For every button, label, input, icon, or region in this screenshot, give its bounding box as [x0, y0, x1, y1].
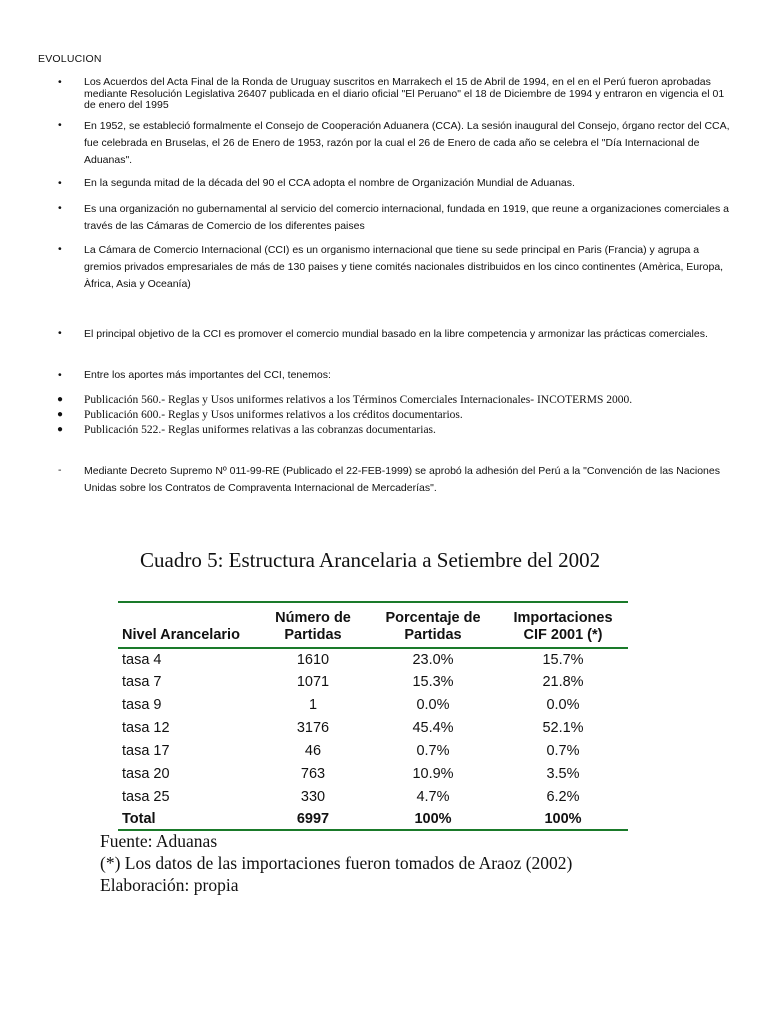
bullet-text: Los Acuerdos del Acta Final de la Ronda de Uruguay suscritos en Marrakech el 15 de Abril de 1994, en el en el Perú fueron aprobadas mediante Resolución Legislativa 26407 publicada en el diario oficial "El Peruano" el 18 de Diciembre de 1994 y entraron en vigencia el 01 de enero del 1995: [84, 76, 725, 111]
section-heading: EVOLUCION: [38, 53, 102, 65]
table-row: [118, 717, 628, 739]
cell-importaciones: 6.2%: [546, 789, 580, 805]
table-row: [118, 786, 628, 808]
cell-porcentaje: 15.3%: [412, 674, 454, 690]
cell-partidas: 1071: [296, 674, 330, 690]
cell-porcentaje: 0.7%: [416, 743, 450, 759]
cell-porcentaje: 45.4%: [412, 720, 454, 736]
cell-importaciones: 15.7%: [542, 652, 584, 668]
elaboration-note: Elaboración: propia: [100, 875, 239, 895]
cell-partidas: 3176: [296, 720, 330, 736]
footnote: (*) Los datos de las importaciones fueron tomados de Araoz (2002): [100, 853, 573, 873]
bullet-marker: •: [58, 327, 62, 339]
cell-porcentaje: 10.9%: [412, 766, 454, 782]
cell-importaciones: 0.0%: [546, 697, 580, 713]
bullet-text: En 1952, se estableció formalmente el Consejo de Cooperación Aduanera (CCA). La sesión inaugural del Consejo, órgano rector del CCA, fue celebrada en Bruselas, el 26 de Enero de 1953, razón por la cual el 26 de Enero de cada año se celebra el "Día Internacional de Aduanas".: [84, 120, 730, 166]
table-row: [118, 694, 628, 716]
cell-importaciones: 0.7%: [546, 743, 580, 759]
cell-nivel: Total: [122, 811, 156, 827]
bullet-text: La Cámara de Comercio Internacional (CCI) es un organismo internacional que tiene su sede principal en Paris (Francia) y agrupa a gremios privados empresariales de más de 130 paises y tiene comités nacionales distribuidos en los cinco continentes (Amèrica, Europa, Àfrica, Asia y Oceanía): [84, 244, 724, 290]
header-partidas-line2: Partidas: [284, 627, 342, 643]
cell-nivel: tasa 20: [122, 766, 170, 782]
bullet-marker: •: [58, 369, 62, 381]
bullet-text: Es una organización no gubernamental al servicio del comercio internacional, fundada en 1919, que reune a organizaciones comerciales a través de las Cámaras de Comercio de los diferentes paises: [84, 203, 729, 232]
cell-importaciones: 3.5%: [546, 766, 580, 782]
source-note: Fuente: Aduanas: [100, 831, 218, 851]
table-rule-top: [118, 601, 628, 603]
bullet-marker: •: [58, 119, 62, 131]
bullet-text: En la segunda mitad de la década del 90 el CCA adopta el nombre de Organización Mundial de Aduanas.: [84, 177, 575, 189]
cell-partidas: 330: [300, 789, 326, 805]
publication-marker: ●: [57, 409, 64, 420]
header-porcentaje: [373, 610, 493, 644]
cell-partidas: 763: [300, 766, 326, 782]
bullet-marker: •: [58, 243, 62, 255]
bullet-marker: •: [58, 76, 62, 88]
bullet-text: El principal objetivo de la CCI es promover el comercio mundial basado en la libre competencia y armonizar las prácticas comerciales.: [84, 328, 708, 340]
cell-porcentaje: 0.0%: [416, 697, 450, 713]
header-importaciones: [498, 610, 628, 644]
header-porcentaje-line1: Porcentaje de: [385, 610, 481, 626]
table-row: [118, 763, 628, 785]
header-importaciones-line2: CIF 2001 (*): [523, 627, 603, 643]
bullet-text: Entre los aportes más importantes del CCI, tenemos:: [84, 369, 331, 381]
cell-partidas: 46: [304, 743, 322, 759]
cell-nivel: tasa 9: [122, 697, 162, 713]
table-row: [118, 649, 628, 671]
cell-partidas: 1: [308, 697, 318, 713]
publication-text: Publicación 522.- Reglas uniformes relativas a las cobranzas documentarias.: [84, 424, 436, 436]
header-nivel: Nivel Arancelario: [122, 627, 240, 643]
bullet-marker: •: [58, 177, 62, 189]
cell-nivel: tasa 4: [122, 652, 162, 668]
table-title: Cuadro 5: Estructura Arancelaria a Setiembre del 2002: [140, 548, 601, 572]
publication-marker: ●: [57, 394, 64, 405]
table-row: [118, 740, 628, 762]
table-notes: [100, 830, 572, 896]
table-row: [118, 671, 628, 693]
publication-text: Publicación 560.- Reglas y Usos uniformes relativos a los Términos Comerciales Internacionales- INCOTERMS 2000.: [84, 394, 633, 406]
decree-marker: -: [58, 464, 62, 476]
header-partidas-line1: Número de: [275, 610, 351, 626]
header-porcentaje-line2: Partidas: [404, 627, 462, 643]
cell-importaciones: 21.8%: [542, 674, 584, 690]
header-importaciones-line1: Importaciones: [513, 610, 613, 626]
cell-nivel: tasa 7: [122, 674, 162, 690]
cell-nivel: tasa 25: [122, 789, 170, 805]
cell-importaciones: 100%: [544, 811, 582, 827]
cell-importaciones: 52.1%: [542, 720, 584, 736]
header-partidas: [258, 610, 368, 644]
publication-text: Publicación 600.- Reglas y Usos uniformes relativos a los créditos documentarios.: [84, 409, 463, 421]
cell-porcentaje: 100%: [414, 811, 452, 827]
cell-nivel: tasa 17: [122, 743, 170, 759]
cell-partidas: 1610: [296, 652, 330, 668]
cell-nivel: tasa 12: [122, 720, 170, 736]
table-total-row: [118, 808, 628, 830]
cell-porcentaje: 4.7%: [416, 789, 450, 805]
cell-partidas: 6997: [296, 811, 330, 827]
cell-porcentaje: 23.0%: [412, 652, 454, 668]
publication-marker: ●: [57, 424, 64, 435]
decree-text: Mediante Decreto Supremo Nº 011-99-RE (Publicado el 22-FEB-1999) se aprobó la adhesión del Perú a la "Convención de las Naciones Unidas sobre los Contratos de Compraventa Internacional de Mercaderías".: [84, 465, 720, 494]
bullet-marker: •: [58, 202, 62, 214]
